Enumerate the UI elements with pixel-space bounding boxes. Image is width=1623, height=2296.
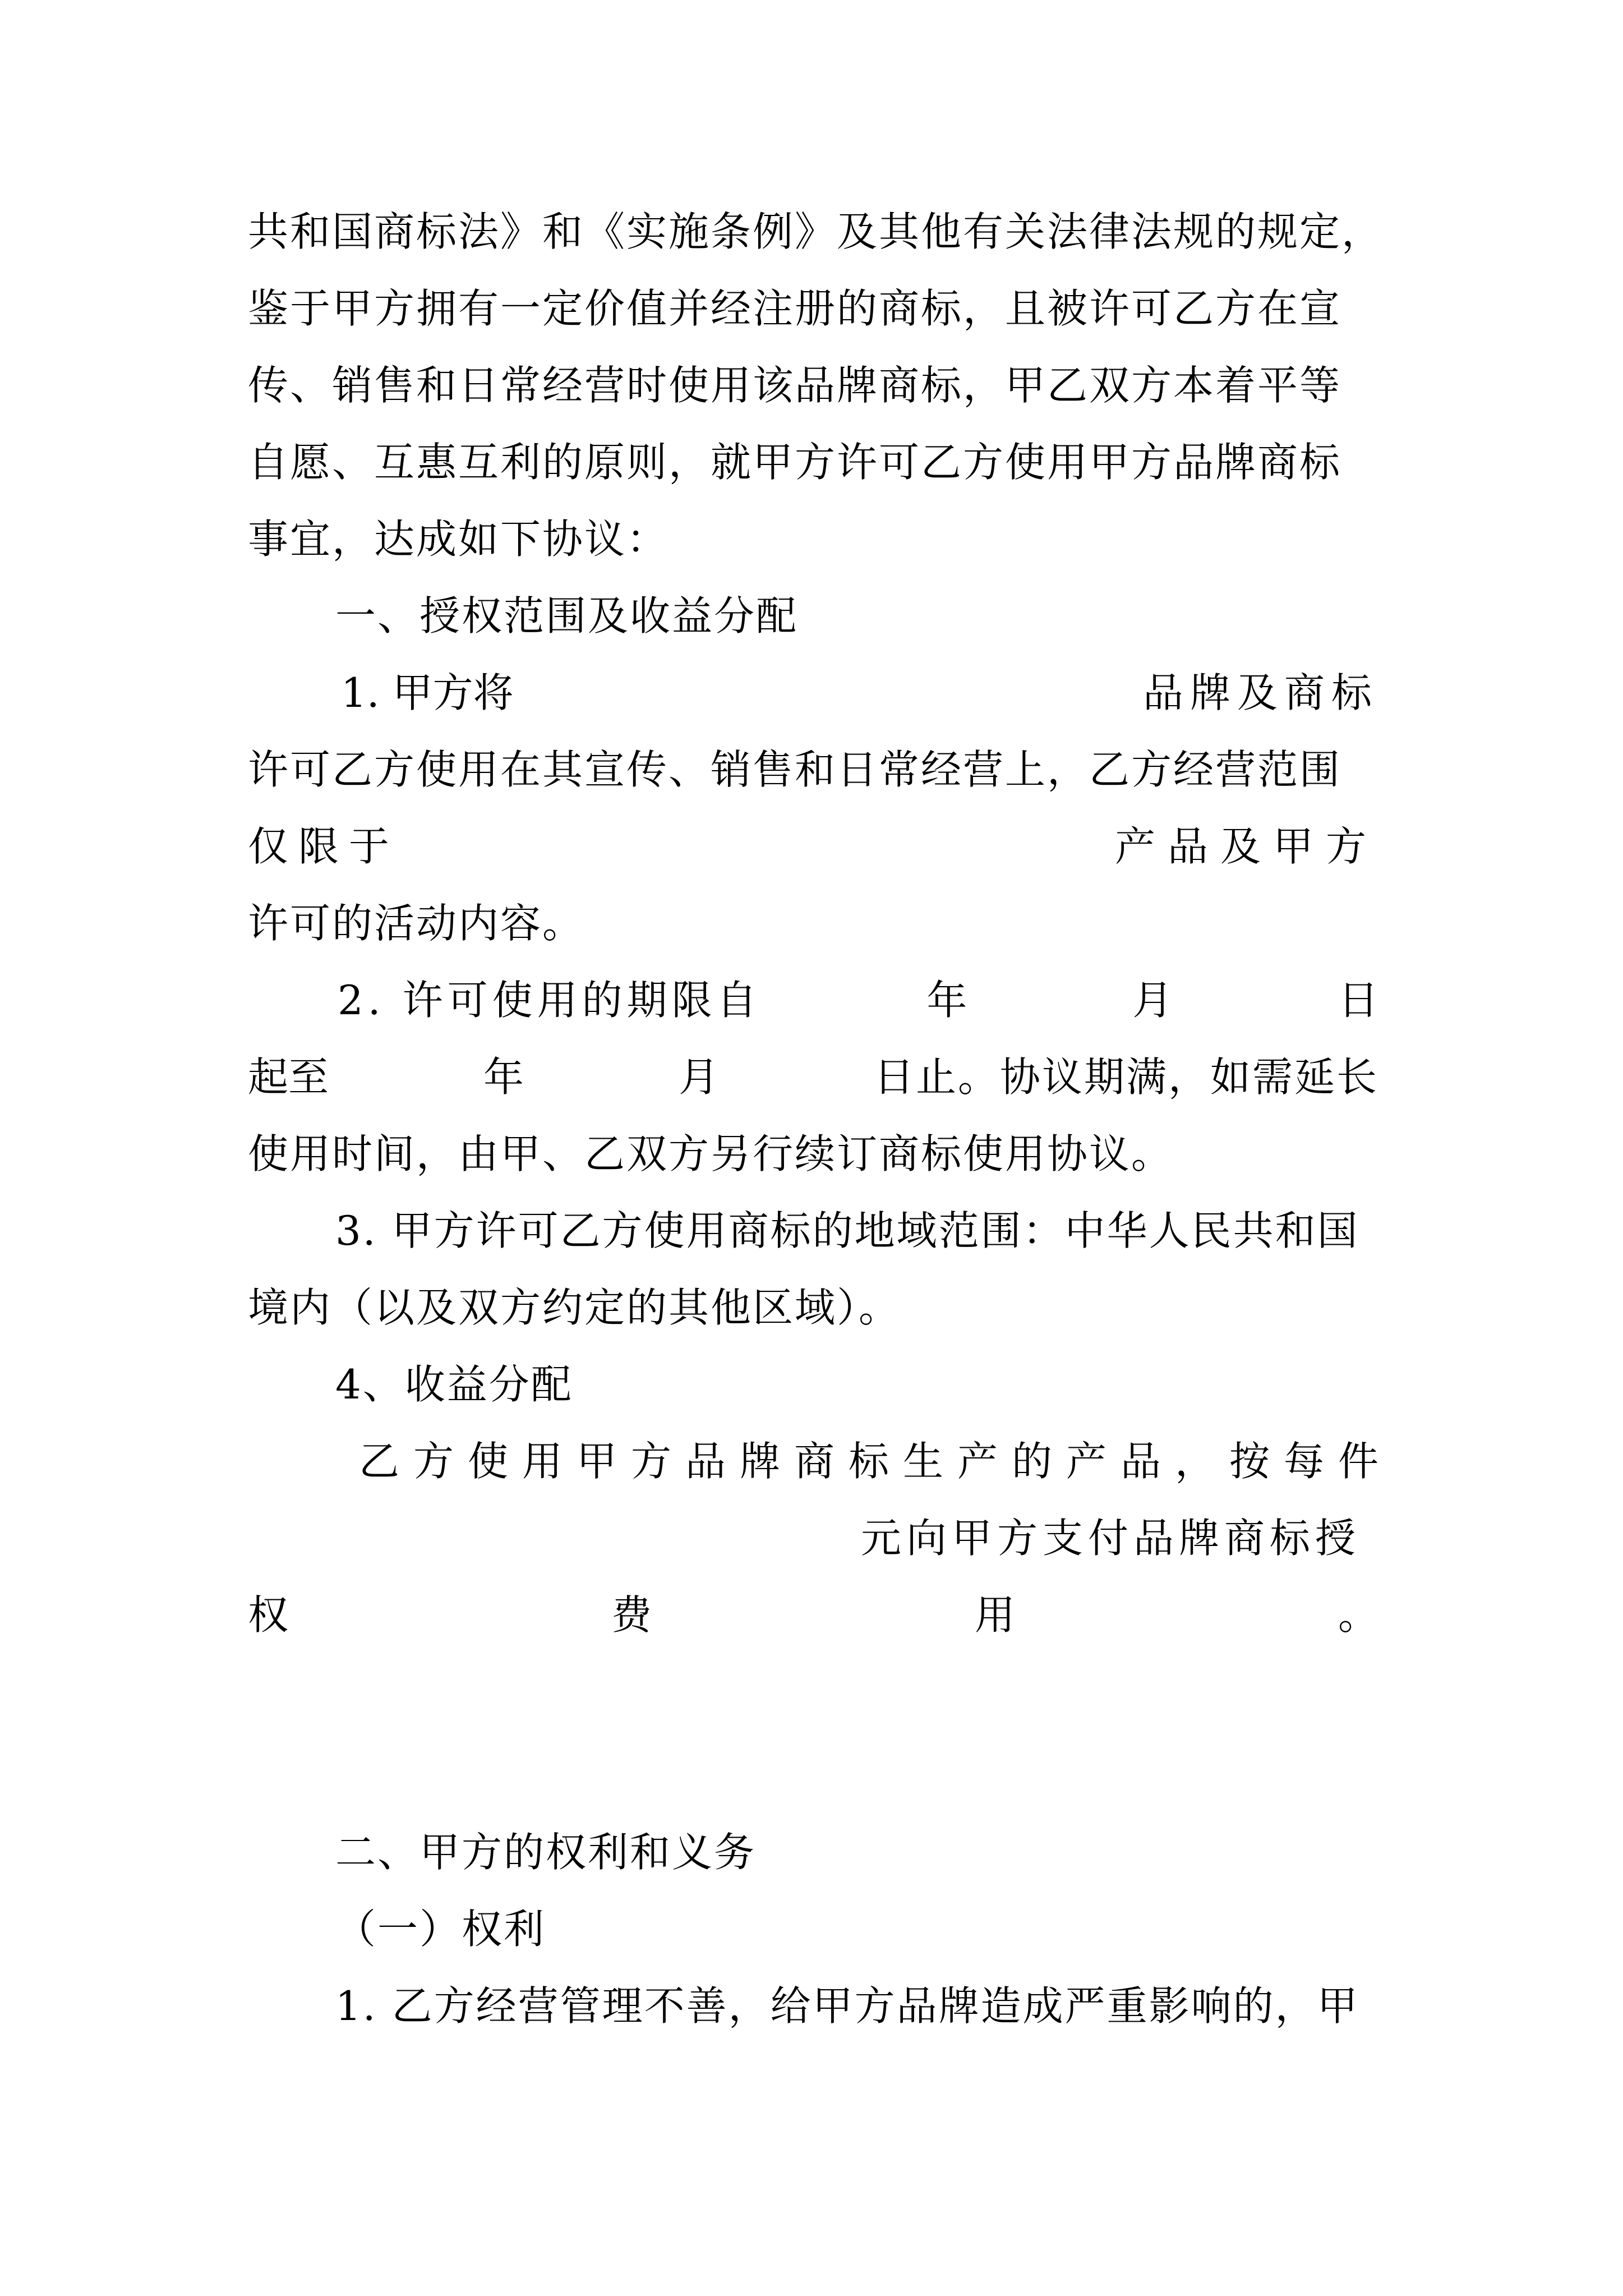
item4-line3-part2: 费 [611, 1591, 652, 1639]
section1-heading: 一、授权范围及收益分配 [335, 592, 799, 639]
item2-line2-part3: 月 [678, 1053, 719, 1101]
section2-subheading: （一）权利 [335, 1906, 546, 1953]
item2-line1-part2: 年 [926, 977, 967, 1024]
intro-line-2: 鉴于甲方拥有一定价值并经注册的商标，且被许可乙方在宣 [248, 285, 1342, 332]
item1-line3 [248, 821, 1378, 872]
item2-line3: 使用时间，由甲、乙双方另行续订商标使用协议。 [248, 1130, 1174, 1177]
intro-line-5: 事宜，达成如下协议： [248, 516, 669, 563]
item2-line2 [248, 1052, 1378, 1102]
item4-line2: 元向甲方支付品牌商标授 [861, 1515, 1361, 1562]
item1-line3-left: 仅限于 [248, 823, 400, 870]
item2-line1-part1: 2. 许可使用的期限自 [338, 977, 762, 1024]
item4-line3 [248, 1590, 1378, 1640]
item4-heading: 4、收益分配 [335, 1361, 573, 1408]
section2-item1: 1. 乙方经营管理不善，给甲方品牌造成严重影响的，甲 [335, 1982, 1359, 2030]
item1-line4: 许可的活动内容。 [248, 900, 585, 947]
item4-line3-part3: 用 [974, 1591, 1015, 1639]
item1-line1-right: 品牌及商标 [1142, 669, 1378, 716]
item2-line1-part4: 日 [1338, 977, 1378, 1024]
item3-line2: 境内（以及双方约定的其他区域）。 [248, 1284, 901, 1331]
item1-line2: 许可乙方使用在其宣传、销售和日常经营上，乙方经营范围 [248, 746, 1342, 793]
item3-line1: 3. 甲方许可乙方使用商标的地域范围：中华人民共和国 [335, 1207, 1359, 1254]
item1-line1 [341, 668, 1378, 718]
intro-line-3: 传、销售和日常经营时使用该品牌商标，甲乙双方本着平等 [248, 362, 1342, 409]
item4-line1: 乙方使用甲方品牌商标生产的产品，按每件 [359, 1438, 1393, 1485]
item2-line2-part2: 年 [483, 1053, 524, 1101]
section2-heading: 二、甲方的权利和义务 [335, 1829, 757, 1876]
item2-line1 [338, 975, 1378, 1025]
item2-line2-part4: 日止。协议期满，如需延长 [873, 1053, 1378, 1101]
item4-line3-part4: 。 [1338, 1591, 1378, 1639]
item1-line1-left: 1. 甲方将 [341, 669, 514, 716]
intro-line-1: 共和国商标法》和《实施条例》及其他有关法律法规的规定， [248, 208, 1384, 255]
item1-line3-right: 产品及甲方 [1114, 823, 1378, 870]
item2-line2-part1: 起至 [248, 1053, 329, 1101]
item2-line1-part3: 月 [1132, 977, 1173, 1024]
item4-line3-part1: 权 [248, 1591, 289, 1639]
intro-line-4: 自愿、互惠互利的原则，就甲方许可乙方使用甲方品牌商标 [248, 439, 1342, 486]
